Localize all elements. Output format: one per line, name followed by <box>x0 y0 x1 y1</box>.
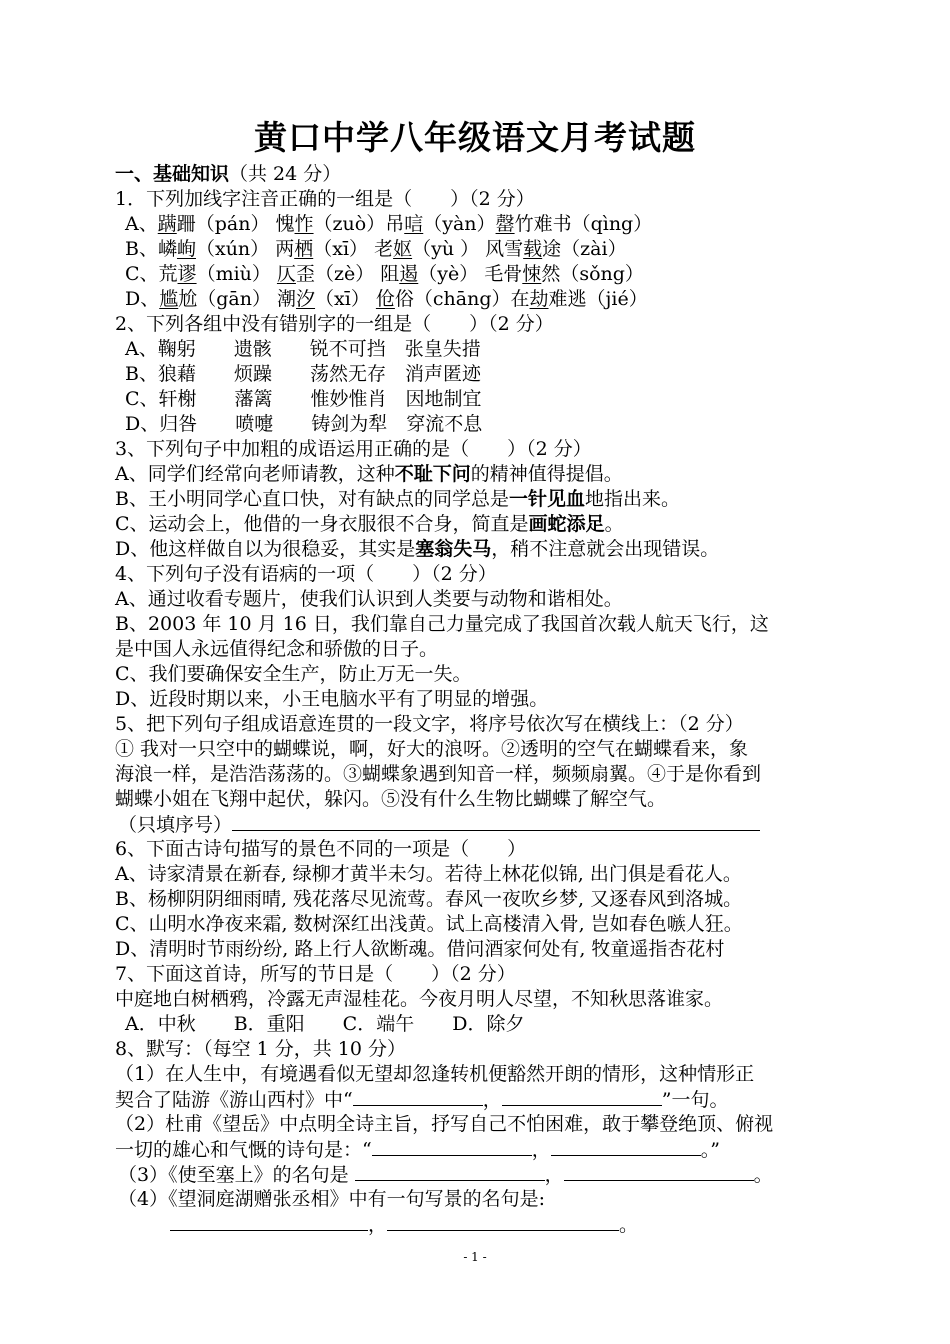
q3-option-c: C、运动会上，他借的一身衣服很不合身，简直是画蛇添足。 <box>115 513 624 535</box>
q4-option-b-line1: B、2003 年 10 月 16 日，我们靠自己力量完成了我国首次载人航天飞行，这 <box>115 613 769 635</box>
q3-stem: 3、下列句子中加粗的成语运用正确的是（ ）（2 分） <box>115 438 592 460</box>
page-number: - 1 - <box>463 1250 487 1264</box>
q5-answer-line: （只填序号） <box>118 812 843 837</box>
q5-text-line3: 蝴蝶小姐在飞翔中起伏，躲闪。⑤没有什么生物比蝴蝶了解空气。 <box>115 788 667 810</box>
q2-option-d: D、归咎 喷嚏 铸剑为犁 穿流不息 <box>125 413 483 435</box>
exam-title: 黄口中学八年级语文月考试题 <box>254 118 696 157</box>
q8-blank-4[interactable] <box>551 1137 701 1156</box>
q7-options: A．中秋 B．重阳 C．端午 D．除夕 <box>125 1013 525 1035</box>
q3-option-a: A、同学们经常向老师请教，这种不耻下问的精神值得提倡。 <box>115 463 623 485</box>
q3-option-b: B、王小明同学心直口快，对有缺点的同学总是一针见血地指出来。 <box>115 488 680 510</box>
section-note: （共 24 分） <box>229 163 342 185</box>
q8-part4-line1: （4）《望洞庭湖赠张丞相》中有一句写景的名句是: <box>118 1188 545 1210</box>
q5-answer-blank[interactable] <box>232 812 760 831</box>
section-heading <box>115 162 840 186</box>
q8-blank-6[interactable] <box>564 1162 754 1181</box>
q2-option-c: C、轩榭 藩篱 惟妙惟肖 因地制宜 <box>125 388 482 410</box>
q6-option-d: D、清明时节雨纷纷, 路上行人欲断魂。借问酒家何处有, 牧童遥指杏花村 <box>115 938 725 960</box>
q8-blank-5[interactable] <box>355 1162 545 1181</box>
q4-option-a: A、通过收看专题片，使我们认识到人类要与动物和谐相处。 <box>115 588 623 610</box>
q8-blank-1[interactable] <box>353 1087 483 1106</box>
q4-option-b-line2: 是中国人永远值得纪念和骄傲的日子。 <box>115 638 439 660</box>
q3-option-d: D、他这样做自以为很稳妥，其实是塞翁失马，稍不注意就会出现错误。 <box>115 538 720 560</box>
section-title: 一、基础知识 <box>115 163 230 185</box>
q8-stem: 8、默写：（每空 1 分，共 10 分） <box>115 1038 407 1060</box>
q7-poem: 中庭地白树栖鸦，冷露无声湿桂花。今夜月明人尽望，不知秋思落谁家。 <box>115 988 724 1010</box>
q6-option-b: B、杨柳阴阴细雨晴, 残花落尽见流莺。春风一夜吹乡梦, 又逐春风到洛城。 <box>115 888 743 910</box>
q8-part3: （3）《使至塞上》的名句是 ， 。 <box>118 1164 773 1186</box>
q2-option-b: B、狼藉 烦躁 荡然无存 消声匿迹 <box>125 363 481 385</box>
q4-stem: 4、下列句子没有语病的一项（ ）（2 分） <box>115 563 497 585</box>
q8-part1-line2: 契合了陆游《游山西村》中“ ， ”一句。 <box>115 1089 729 1111</box>
q5-text-line1: ① 我对一只空中的蝴蝶说，啊，好大的浪呀。②透明的空气在蝴蝶看来，象 <box>115 738 749 760</box>
q7-stem: 7、下面这首诗，所写的节日是（ ）（2 分） <box>115 963 516 985</box>
q6-stem: 6、下面古诗句描写的景色不同的一项是（ ） <box>115 838 527 860</box>
q5-text-line2: 海浪一样，是浩浩荡荡的。③蝴蝶象遇到知音一样，频频扇翼。④于是你看到 <box>115 763 762 785</box>
q1-option-c: C、荒谬（miù） 仄歪（zè） 阻遏（yè） 毛骨悚然（sǒng） <box>125 263 644 285</box>
q8-blank-7[interactable] <box>170 1212 368 1231</box>
q6-option-a: A、诗家清景在新春, 绿柳才黄半未匀。若待上林花似锦, 出门俱是看花人。 <box>115 863 742 885</box>
q1-stem: 1．下列加线字注音正确的一组是（ ）（2 分） <box>115 188 535 210</box>
q2-option-a: A、鞠躬 遗骸 锐不可挡 张皇失措 <box>125 338 481 360</box>
q8-blank-2[interactable] <box>502 1087 662 1106</box>
q1-option-a: A、蹒跚（pán） 愧怍（zuò）吊唁（yàn）罄竹难书（qìng） <box>125 213 653 235</box>
q4-option-d: D、近段时期以来，小王电脑水平有了明显的增强。 <box>115 688 549 710</box>
q8-part4-line2: ， 。 <box>170 1212 895 1237</box>
q8-blank-3[interactable] <box>372 1137 532 1156</box>
q4-option-c: C、我们要确保安全生产，防止万无一失。 <box>115 663 472 685</box>
q8-part2-line1: （2）杜甫《望岳》中点明全诗主旨，抒写自己不怕困难，敢于攀登绝顶、俯视 <box>115 1113 774 1135</box>
q6-option-c: C、山明水净夜来霜, 数树深红出浅黄。试上高楼清入骨, 岂如春色嗾人狂。 <box>115 913 743 935</box>
q2-stem: 2、下列各组中没有错别字的一组是（ ）（2 分） <box>115 313 554 335</box>
q8-part2-line2: 一切的雄心和气慨的诗句是：“ ， 。” <box>115 1139 720 1161</box>
q1-option-b: B、嶙峋（xún） 两栖（xī） 老妪（yù ） 风雪载途（zài） <box>125 238 627 260</box>
q8-blank-8[interactable] <box>387 1212 619 1231</box>
q5-stem: 5、把下列句子组成语意连贯的一段文字，将序号依次写在横线上：（2 分） <box>115 713 744 735</box>
q1-option-d: D、尴尬（gān） 潮汐（xī） 伧俗（chāng）在劫难逃（jié） <box>125 288 648 310</box>
q8-part1-line1: （1）在人生中，有境遇看似无望却忽逢转机便豁然开朗的情形，这种情形正 <box>115 1063 755 1085</box>
